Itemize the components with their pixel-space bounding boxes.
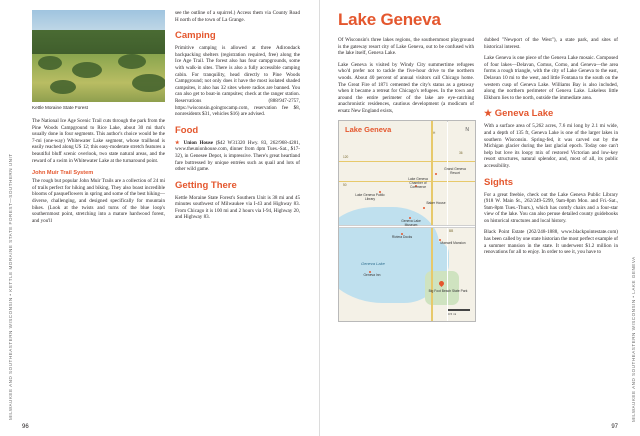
left-column-1	[32, 10, 165, 229]
heading-text: Geneva Lake	[494, 108, 554, 120]
left-running-head-text: MILWAUKEE AND SOUTHEASTERN WISCONSIN • KETTLE MORAINE STATE FOREST—SOUTHERN UNIT	[8, 153, 13, 420]
page-title: Lake Geneva	[338, 10, 441, 29]
page-number-left: 96	[22, 424, 29, 430]
paragraph: dubbed "Newport of the West"), a state park, and sites of historical interest.	[484, 37, 618, 50]
map-scale-bar	[448, 309, 470, 311]
paragraph: Primitive camping is allowed at three Adirondack backpacking shelters (registration required, free) along the Ice Age Trail. The forest also has four campgrounds, some with walk-in sites. There is also a fully accessible camping cabin. For tranquility, head directly to Pine Woods Campground; not only does it have the most isolated shaded campsites, it also has 32 sites where radios are banned. You can also get to boat-in campsites; check at the ranger station. Reservations (888/947-2757, https://wisconsin.goingtocamp.com, reservation fee $8, nonresidents $31, vehicles $16) are advised.	[175, 45, 300, 118]
listing-detail: ($42 W31320 Hwy. 83, 262/968-4281, www.theunionhouse.com, dinner from 4pm Tues.-Sat., $17-32), in Genesee Depot, is impressive. There's great heartland fare buttressed by unique entrées such as quail and lots of other wild game.	[175, 139, 301, 173]
listing-name: Union House	[183, 139, 214, 146]
map-poi[interactable]: Geneva Lake Museum	[401, 218, 421, 227]
map-poi[interactable]: Lake Geneva Public Library	[355, 192, 385, 201]
map-poi[interactable]: Geneva Inn	[363, 272, 381, 277]
map-road-label: H	[433, 130, 436, 135]
map-scale	[448, 309, 470, 316]
right-column-1	[338, 37, 474, 328]
right-page	[320, 0, 640, 436]
heading-food: Food	[175, 124, 199, 136]
page-number-right: 97	[611, 424, 618, 430]
right-column-2	[484, 37, 618, 328]
map-road-label: 120	[343, 154, 349, 159]
heading-getting-there: Getting There	[175, 179, 237, 191]
map-scale-label: 0.5 mi	[448, 311, 457, 316]
paragraph: see the outline of a squirrel.) Access them via County Road H north of the town of La Grange.	[175, 10, 300, 23]
paragraph: Lake Geneva is one piece of the Geneva Lake mosaic. Composed of four lakes—Delavan, Comus, Como, and Geneva—the area forms a rough triangle, with the city of Lake Geneva to the east, Delavan 10 mi to the west, and little Fontana to the south on the western cusp of Geneva Lake. Williams Bay is also included, along the northern perimeter of Geneva Lake. Lakeless little Elkhorn lies to the north, outside the immediate area.	[484, 55, 618, 101]
paragraph: Kettle Moraine State Forest's Southern Unit is 38 mi and 45 minutes southwest of Milwaukee via I-43 and Highway 83. From Chicago it is 100 mi and 2 hours via I-94, Highway 20, and Highway 83.	[175, 194, 300, 221]
paragraph: Of Wisconsin's three lakes regions, the southernmost playground is the gateway resort city of Lake Geneva, out to be confused with the lake itself, Geneva Lake.	[338, 37, 474, 57]
map-poi[interactable]: Lake Geneva Chamber of Commerce	[408, 176, 428, 189]
paragraph: The National Ice Age Scenic Trail cuts through the park from the Pine Woods Campground to Rice Lake, about 30 mi that's usually done in four segments. This author's choice would be the 7-mi (one-way) Whitewater Lake segment, whose trailhead is easily reached along US 12; this easy-moderate stretch features a beautiful bluff scenic overlook, two state natural areas, and the reward of a swim in Whitewater Lake at the turnaround point.	[32, 118, 165, 164]
map-poi[interactable]: Maxwell Mansion	[440, 240, 466, 245]
map-poi[interactable]: Grand Geneva Resort	[444, 166, 466, 175]
left-running-head	[0, 0, 13, 436]
map-poi[interactable]: Baker House	[426, 200, 446, 205]
right-running-head	[627, 0, 640, 436]
paragraph: The rough but popular John Muir Trails are a collection of 24 mi of trails perfect for hiking and biking. They also boast incredible blooms of pasqueflowers in spring and some of the best hiking—diverse, challenging, and designed specifically for mountain bikes. (Look at the twists and turns of the blue loop's southernmost point, stretching into a mature hardwood forest, and you'll	[32, 178, 165, 224]
right-running-head-text: MILWAUKEE AND SOUTHEASTERN WISCONSIN • LAKE GENEVA	[631, 256, 636, 422]
star-icon: ★	[484, 108, 493, 119]
map-title: Lake Geneva	[345, 124, 392, 134]
map-poi[interactable]: Riviera Docks	[391, 234, 413, 239]
paragraph: Black Point Estate (262/248-1888, www.blackpointestate.com) has been called by one state historian the most perfect example of a summer mansion in the state. It underwent $1.2 million in renovations for all to enjoy. In order to see it, you have to	[484, 229, 618, 256]
map-poi[interactable]: Big Foot Beach State Park	[428, 288, 468, 293]
paragraph: For a great freebie, check out the Lake Geneva Public Library (918 W. Main St., 262/249-5299, 9am-8pm Mon. and Fri.-Sat., 9am-8pm Tues.-Thurs.), which has comfy chairs and a four-star view of the lake. You can also peruse detailed county guidebooks on historical structures and local history.	[484, 191, 618, 224]
map-lake-label: Geneva Lake	[361, 260, 385, 266]
heading-sights: Sights	[484, 176, 514, 188]
star-icon: ★	[175, 139, 181, 146]
photo-caption: Kettle Moraine State Forest	[32, 105, 88, 110]
heading-john-muir-trail-system: John Muir Trail System	[32, 170, 94, 177]
kettle-moraine-photo	[32, 10, 165, 102]
paragraph: Lake Geneva is visited by Windy City summertime refugees who'd prefer not to tackle the five-hour drive to the northern woods. About 40 percent of annual visitors call Chicago home. The Great Fire of 1871 cemented the city's status as a getaway when it became a retreat for Chicago's refugees. In the town and around the entire perimeter of the lake are eye-catching anachronistic residences, cautious development (a modicum of ersatz New England exists,	[338, 61, 474, 114]
left-column-2	[175, 10, 300, 229]
lake-geneva-map[interactable]	[338, 120, 476, 322]
heading-camping: Camping	[175, 30, 216, 42]
heading-geneva-lake	[484, 108, 618, 119]
listing-union-house	[175, 140, 300, 173]
compass-icon: N	[465, 126, 469, 133]
map-road-label: BB	[449, 228, 454, 233]
map-road-label: 36	[459, 150, 463, 155]
paragraph: With a surface area of 5,262 acres, 7.6 mi long by 2.1 mi wide, and a depth of 135 ft, Geneva Lake is one of the larger lakes in southern Wisconsin. Spring-fed, it was carved out by the Michigan glacier during the last glacial epoch. Today one can't help but love its loopy mix of restored Victorian and low-key resort structures, natural splendor, and, most of all, its public accessibility.	[484, 123, 618, 169]
map-road-label: 50	[343, 182, 347, 187]
